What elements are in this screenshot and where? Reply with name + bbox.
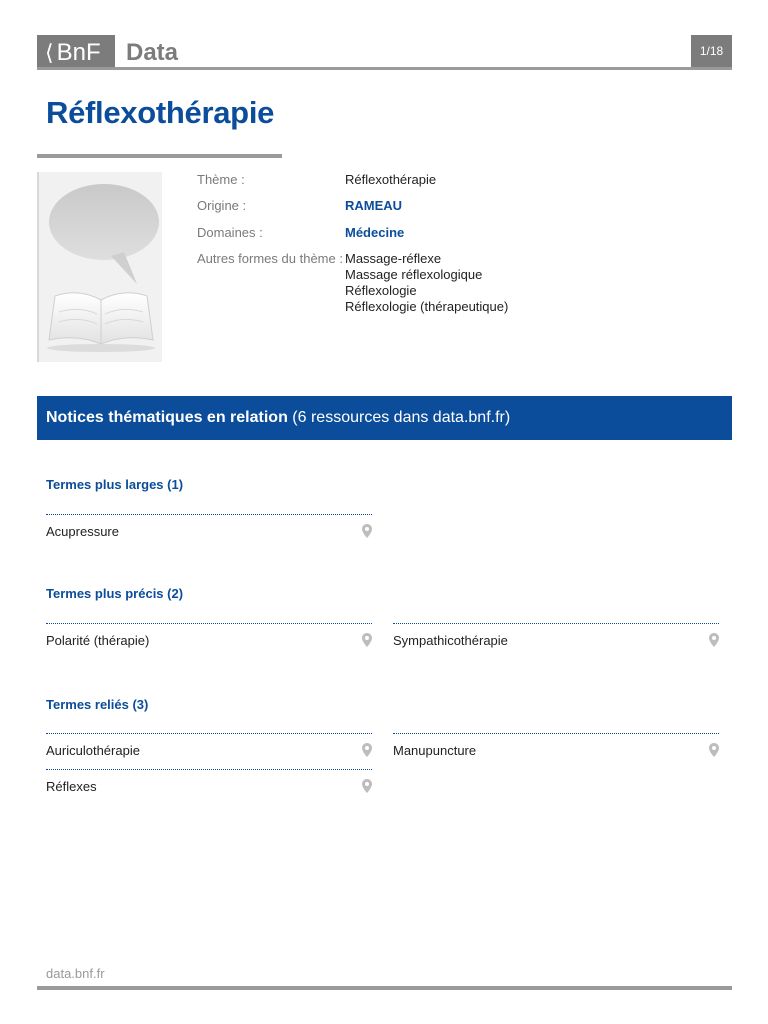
theme-label: Thème : — [197, 172, 245, 187]
product-name: Data — [126, 39, 179, 66]
header-divider — [37, 67, 732, 70]
term-item[interactable] — [46, 733, 372, 769]
logo-text: BnF — [56, 39, 101, 66]
title-divider — [37, 154, 282, 158]
footer-divider — [37, 986, 732, 990]
related-notices-title: Notices thématiques en relation — [46, 409, 288, 426]
map-pin-icon — [362, 779, 372, 793]
autres-values — [345, 251, 508, 315]
speech-bubble-book-icon — [39, 172, 162, 362]
term-item[interactable] — [46, 623, 372, 659]
autre-forme: Réflexologie (thérapeutique) — [345, 299, 509, 314]
map-pin-icon — [362, 633, 372, 647]
domaines-label: Domaines : — [197, 225, 263, 240]
term-label[interactable]: Auriculothérapie — [46, 743, 140, 758]
page-title: Réflexothérapie — [46, 95, 275, 130]
term-item[interactable] — [393, 623, 719, 659]
autre-forme: Réflexologie — [345, 283, 417, 298]
section-title-larges: Termes plus larges (1) — [46, 477, 184, 492]
header-bar — [37, 35, 732, 70]
term-label[interactable]: Réflexes — [46, 779, 97, 794]
term-item[interactable] — [393, 733, 719, 769]
term-label[interactable]: Sympathicothérapie — [393, 633, 508, 648]
term-label[interactable]: Manupuncture — [393, 743, 477, 758]
autre-forme: Massage réflexologique — [345, 267, 483, 282]
term-item[interactable] — [46, 769, 372, 805]
theme-value: Réflexothérapie — [345, 172, 437, 187]
section-title-relies: Termes reliés (3) — [46, 697, 149, 712]
term-label[interactable]: Polarité (thérapie) — [46, 633, 150, 648]
footer-site-link[interactable]: data.bnf.fr — [46, 966, 105, 981]
term-item[interactable] — [46, 514, 372, 550]
logo-bracket: ⟨ — [45, 40, 54, 65]
section-title-precis: Termes plus précis (2) — [46, 586, 184, 601]
map-pin-icon — [709, 743, 719, 757]
origine-link[interactable]: RAMEAU — [345, 198, 403, 213]
autres-label: Autres formes du thème : — [197, 251, 343, 266]
related-notices-header — [37, 396, 732, 440]
map-pin-icon — [362, 743, 372, 757]
term-label[interactable]: Acupressure — [46, 524, 119, 539]
map-pin-icon — [362, 524, 372, 538]
map-pin-icon — [709, 633, 719, 647]
theme-thumbnail — [37, 172, 162, 362]
page-indicator: 1/18 — [691, 35, 732, 70]
autre-forme: Massage-réflexe — [345, 251, 442, 266]
domaines-link[interactable]: Médecine — [345, 225, 405, 240]
related-notices-count: (6 ressources dans data.bnf.fr) — [292, 409, 511, 426]
origine-label: Origine : — [197, 198, 247, 213]
bnf-logo[interactable] — [37, 35, 115, 70]
